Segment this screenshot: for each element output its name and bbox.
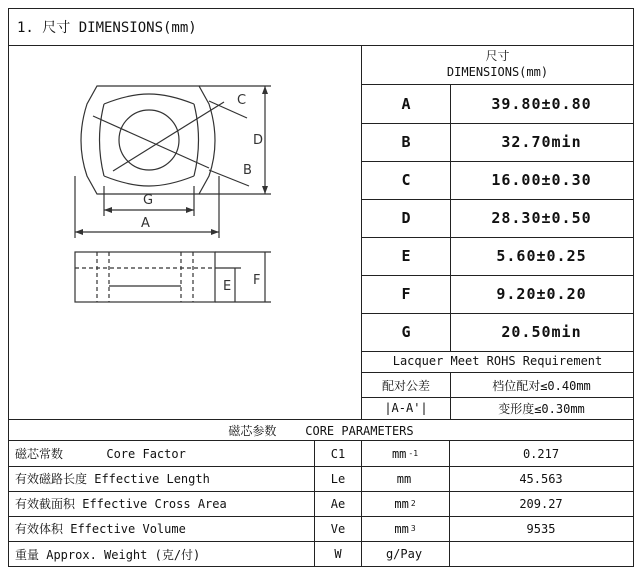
unit-sup: -1 [408, 449, 419, 458]
lacquer-note: Lacquer Meet ROHS Requirement [362, 350, 633, 373]
parameter-symbol: W [315, 541, 362, 567]
parameter-name: 重量 Approx. Weight (克/付) [9, 541, 315, 567]
dimension-value: 5.60±0.25 [496, 247, 587, 265]
dimension-value: 39.80±0.80 [491, 95, 592, 113]
label-a: A [141, 216, 150, 231]
unit-text: mm [391, 446, 407, 461]
section-title-text: 1. 尺寸 DIMENSIONS(mm) [17, 20, 197, 36]
dimension-key: A [362, 85, 451, 123]
dimension-value: 32.70min [501, 133, 582, 151]
label-g: G [143, 193, 154, 208]
dimension-value: 9.20±0.20 [496, 285, 587, 303]
parameter-unit [361, 541, 450, 567]
parameter-row [9, 466, 633, 492]
parameter-unit [361, 516, 450, 541]
parameter-name: 有效磁路长度 Effective Length [9, 466, 315, 491]
tolerance-key: 配对公差 [362, 373, 451, 397]
parameter-value: 0.217 [522, 446, 560, 461]
dimensions-header [362, 46, 633, 85]
unit-text: mm [394, 521, 409, 536]
unit-sup: 3 [410, 524, 416, 533]
unit-text: g/Pay [385, 547, 423, 561]
dimension-row [362, 85, 633, 124]
parameter-unit [361, 491, 450, 516]
tolerance-row [362, 373, 633, 398]
dimension-key: G [362, 313, 451, 351]
parameter-value: 45.563 [519, 471, 563, 486]
parameter-symbol: Le [315, 466, 362, 491]
label-b: B [243, 163, 252, 178]
tolerance-key: |A-A'| [362, 397, 451, 419]
unit-text: mm [396, 471, 412, 486]
parameter-row [9, 541, 633, 567]
dimension-value: 28.30±0.50 [491, 209, 592, 227]
parameter-unit [361, 466, 450, 491]
parameter-row [9, 516, 633, 542]
dimension-row [362, 161, 633, 200]
dimension-row [362, 199, 633, 238]
top-view-inner-top [104, 94, 194, 104]
parameter-name: 有效体积 Effective Volume [9, 516, 315, 541]
dimension-row [362, 237, 633, 276]
side-view-outline [75, 252, 215, 302]
dimension-key: C [362, 161, 451, 199]
parameter-value: 9535 [526, 521, 556, 536]
parameter-value [449, 541, 633, 567]
label-c: C [237, 93, 247, 108]
section-title [8, 8, 634, 46]
dimension-key: D [362, 199, 451, 237]
technical-drawing-panel [8, 46, 362, 420]
tolerance-value: 档位配对≤0.40mm [492, 378, 591, 393]
dimension-value: 16.00±0.30 [491, 171, 592, 189]
parameter-row [9, 441, 633, 467]
core-drawing [9, 46, 361, 418]
tolerance-value: 变形度≤0.30mm [498, 401, 585, 416]
tolerance-row [362, 397, 633, 419]
core-parameters-header: 磁芯参数 CORE PARAMETERS [9, 420, 633, 441]
parameter-symbol: Ve [315, 516, 362, 541]
dimensions-header-en: DIMENSIONS(mm) [446, 65, 549, 79]
parameter-name: 有效截面积 Effective Cross Area [9, 491, 315, 516]
core-parameters-table [8, 419, 634, 567]
parameter-value: 209.27 [519, 496, 563, 511]
dimension-row [362, 313, 633, 352]
parameter-unit [361, 441, 450, 466]
dimensions-table [361, 46, 634, 420]
unit-sup: 2 [410, 499, 416, 508]
dimensions-header-cn: 尺寸 [485, 49, 510, 63]
parameter-symbol: C1 [315, 441, 362, 466]
unit-text: mm [394, 496, 409, 511]
dimension-value: 20.50min [501, 323, 582, 341]
label-f: F [253, 273, 261, 288]
dimension-row [362, 123, 633, 162]
parameter-symbol: Ae [315, 491, 362, 516]
label-d: D [253, 133, 264, 148]
label-e: E [223, 279, 232, 294]
dimension-key: F [362, 275, 451, 313]
dimension-row [362, 275, 633, 314]
dimension-key: B [362, 123, 451, 161]
dimension-key: E [362, 237, 451, 275]
parameter-row [9, 491, 633, 517]
parameter-name: 磁芯常数 Core Factor [9, 441, 315, 466]
top-view-inner-bottom [104, 176, 194, 186]
